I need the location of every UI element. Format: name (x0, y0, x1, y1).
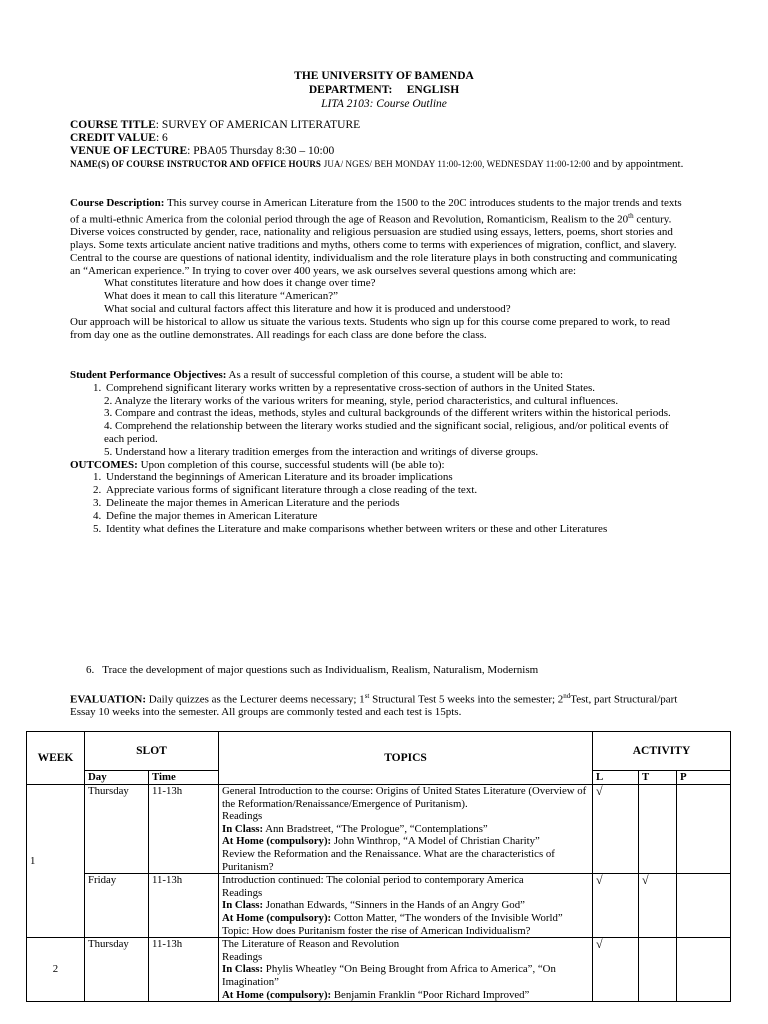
inclass-label: In Class: (222, 822, 264, 835)
evaluation (70, 690, 690, 719)
subheader-p: P (677, 771, 731, 785)
row-topic (219, 785, 593, 874)
inclass-text: Ann Bradstreet, “The Prologue”, “Contemplations” (263, 822, 488, 835)
course-info (70, 119, 690, 171)
topic-extra: Topic: How does Puritanism foster the rise of American Individualism? (222, 924, 531, 937)
outcome-item: 3. Delineate the major themes in American Literature and the periods (104, 497, 690, 510)
athome-label: At Home (compulsory): (222, 835, 332, 848)
week-number: 2 (27, 938, 85, 1002)
check-l: √ (593, 874, 639, 938)
athome-text: John Winthrop, “A Model of Christian Charity” (331, 835, 540, 848)
department-line: DEPARTMENT: ENGLISH (308, 84, 460, 96)
description-text-2: century. Diverse voices constructed by gender, race, nationality and religious persuasion are studied using essays, letters, poems, short stories and plays. Some texts articulate ancient native traditions and myths, others come to terms with experiences of migration, conflict, and slavery. Central to the course are questions of national identity, individualism and the role literature plays in both constructing and communicating an “American experience.” In trying to cover over 400 years, we ask ourselves several questions among which are: (70, 213, 678, 277)
evaluation-sup: nd (563, 692, 571, 700)
check-l: √ (593, 938, 639, 1002)
row-time: 11-13h (149, 938, 219, 1002)
topic-intro: General Introduction to the course: Origins of United States Literature (Overview of the Reformation/Renaissance/Emergence of Puritanism). (222, 785, 587, 810)
row-time: 11-13h (149, 874, 219, 938)
topic-intro: The Literature of Reason and Revolution (222, 938, 400, 951)
objective-item: 1. Comprehend significant literary works written by a representative cross-section of authors in the United States. (104, 382, 690, 395)
schedule-table (26, 731, 731, 1002)
header-topics: TOPICS (219, 732, 593, 785)
objective-item: 4. Comprehend the relationship between the literary works studied and the significant social, religious, and/or political events of each period. (104, 420, 669, 445)
week-number: 1 (27, 785, 85, 938)
header-activity: ACTIVITY (593, 732, 731, 771)
athome-text: Cotton Matter, “The wonders of the Invisible World” (331, 911, 563, 924)
outcomes-label: OUTCOMES: (70, 458, 138, 471)
objective-item: 2. Analyze the literary works of the various writers for meaning, style, period characteristics, and cultural influences. (104, 394, 619, 407)
credit-value: : 6 (155, 132, 168, 144)
evaluation-text: Test, part Structural/part Essay 10 weeks into the semester. All groups are commonly tested and each test is 15pts. (70, 693, 678, 719)
evaluation-text: Structural Test 5 weeks into the semester; 2 (369, 693, 564, 706)
instructor-value: JUA/ NGES/ BEH MONDAY 11:00-12:00, WEDNESDAY 11:00-12:00 (323, 159, 591, 169)
check-t (639, 785, 677, 874)
objectives-intro: As a result of successful completion of this course, a student will be able to: (226, 369, 564, 381)
inclass-label: In Class: (222, 963, 264, 976)
description-question: What constitutes literature and how does it change over time? (104, 277, 376, 290)
course-description (70, 197, 690, 341)
header-slot: SLOT (85, 732, 219, 771)
credit-label: CREDIT VALUE (70, 132, 156, 144)
venue-label: VENUE OF LECTURE (70, 145, 188, 157)
topic-readings: Readings (222, 886, 263, 899)
athome-label: At Home (compulsory): (222, 988, 332, 1001)
athome-text: Benjamin Franklin “Poor Richard Improved” (331, 988, 530, 1001)
table-row (27, 938, 731, 1002)
performance-objectives (70, 369, 690, 535)
objective-item: 3. Compare and contrast the ideas, methods, styles and cultural backgrounds of the different writers within the historical periods. (104, 407, 671, 420)
outcome-item: 2. Appreciate various forms of significant literature through a close reading of the text. (104, 484, 690, 497)
topic-readings: Readings (222, 810, 263, 823)
row-topic (219, 874, 593, 938)
outcomes-intro: Upon completion of this course, successful students will (be able to): (137, 458, 445, 471)
topic-readings: Readings (222, 950, 263, 963)
subheader-day: Day (85, 771, 149, 785)
evaluation-label: EVALUATION: (70, 693, 146, 706)
venue-value: : PBA05 Thursday 8:30 – 10:00 (187, 145, 335, 157)
check-p (677, 938, 731, 1002)
row-time: 11-13h (149, 785, 219, 874)
topic-extra: Review the Reformation and the Renaissance. What are the characteristics of Puritanism? (222, 847, 555, 873)
table-row (27, 874, 731, 938)
description-question: What does it mean to call this literature “American?” (104, 290, 338, 303)
inclass-text: Jonathan Edwards, “Sinners in the Hands of an Angry God” (263, 899, 525, 912)
topic-intro: Introduction continued: The colonial period to contemporary America (222, 874, 524, 887)
athome-label: At Home (compulsory): (222, 911, 332, 924)
table-row (27, 785, 731, 874)
subheader-time: Time (149, 771, 219, 785)
outcome-item: 5. Identity what defines the Literature and make comparisons whether between writers or these and other Literatures (104, 523, 690, 536)
inclass-text: Phylis Wheatley “On Being Brought from Africa to America”, “On Imagination” (222, 963, 556, 988)
outcome-item: 1. Understand the beginnings of American Literature and its broader implications (104, 471, 690, 484)
header-week: WEEK (27, 732, 85, 785)
row-topic (219, 938, 593, 1002)
description-sup: th (628, 211, 634, 220)
university-name: THE UNIVERSITY OF BAMENDA (294, 70, 474, 82)
inclass-label: In Class: (222, 899, 264, 912)
subheader-t: T (639, 771, 677, 785)
outcome-item: 4. Define the major themes in American Literature (104, 510, 690, 523)
check-t: √ (639, 874, 677, 938)
course-code-line: LITA 2103: Course Outline (321, 98, 447, 110)
outcome-item-6 (70, 664, 690, 677)
description-label: Course Description: (70, 197, 165, 209)
objective-item: 5. Understand how a literary tradition emerges from the interaction and writings of diverse groups. (104, 445, 539, 458)
outcome-item: 6. Trace the development of major questions such as Individualism, Realism, Naturalism, Modernism (86, 664, 539, 676)
check-p (677, 874, 731, 938)
evaluation-text: Daily quizzes as the Lecturer deems necessary; 1 (146, 693, 365, 706)
row-day: Thursday (85, 785, 149, 874)
check-t (639, 938, 677, 1002)
instructor-label: NAME(S) OF COURSE INSTRUCTOR AND OFFICE HOURS (70, 159, 322, 169)
description-question: What social and cultural factors affect this literature and how it is produced and understood? (104, 303, 511, 316)
evaluation-sup: st (364, 692, 370, 700)
course-title-label: COURSE TITLE (70, 119, 156, 131)
description-text-1: This survey course in American Literature from the 1500 to the 20C introduces students to the major trends and texts of a multi-ethnic America from the colonial period through the age of Reason and Revolution, Romanticism, Realism to the 20 (70, 197, 682, 226)
document-header (0, 69, 768, 111)
check-p (677, 785, 731, 874)
objectives-label: Student Performance Objectives: (70, 369, 227, 381)
subheader-l: L (593, 771, 639, 785)
row-day: Friday (85, 874, 149, 938)
course-title-value: : SURVEY OF AMERICAN LITERATURE (155, 119, 361, 131)
instructor-tail: and by appointment. (590, 158, 684, 170)
row-day: Thursday (85, 938, 149, 1002)
check-l: √ (593, 785, 639, 874)
description-closing: Our approach will be historical to allow us situate the various texts. Students who sign up for this course come prepared to work, to read from day one as the outline demonstrates. All readings for each class are done before the class. (70, 315, 670, 341)
